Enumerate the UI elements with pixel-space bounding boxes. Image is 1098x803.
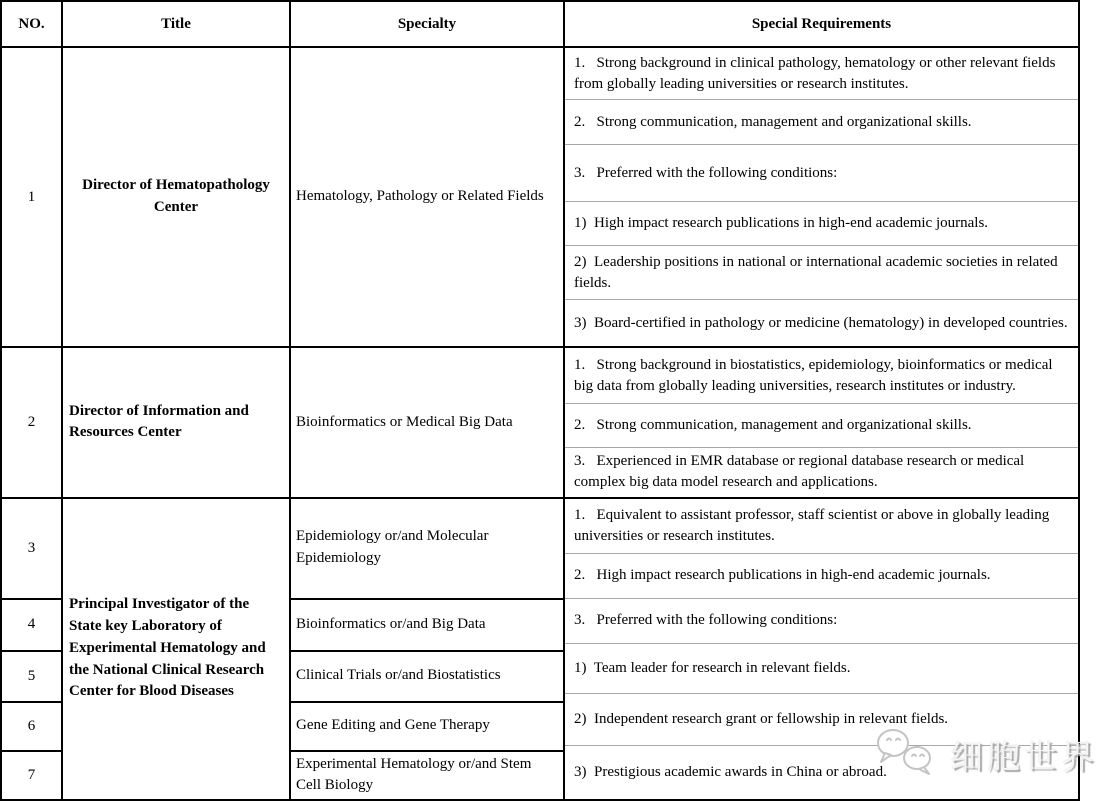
header-no: NO. bbox=[18, 15, 45, 32]
requirement-item: 1. Equivalent to assistant professor, staff scientist or above in globally leading universities or research institutes. bbox=[574, 506, 1054, 544]
header-special-requirements: Special Requirements bbox=[563, 2, 1078, 46]
requirement-item: 3) Prestigious academic awards in China or abroad. bbox=[565, 745, 1078, 800]
requirements-cell bbox=[563, 348, 1078, 496]
requirement-item: 2) Independent research grant or fellowship in relevant fields. bbox=[565, 693, 1078, 745]
no-cell: 7 bbox=[2, 750, 61, 800]
specialty-cell: Bioinformatics or Medical Big Data bbox=[289, 348, 563, 496]
no-cell: 2 bbox=[27, 413, 36, 430]
requirement-item: 3. Preferred with the following conditions: bbox=[565, 598, 1078, 643]
requirement-item: 1) High impact research publications in high-end academic journals. bbox=[565, 201, 1078, 245]
requirement-item: 2. High impact research publications in high-end academic journals. bbox=[565, 553, 1078, 598]
requirement-item: 3. Preferred with the following conditions: bbox=[565, 144, 1078, 201]
requirement-item: 1. Strong background in biostatistics, epidemiology, bioinformatics or medical big data from globally leading universities, research institutes or industry. bbox=[574, 356, 1057, 394]
header-specialty: Specialty bbox=[289, 2, 563, 46]
no-cell: 6 bbox=[2, 701, 61, 750]
specialty-cell: Epidemiology or/and Molecular Epidemiology bbox=[296, 528, 489, 566]
table-header-row bbox=[2, 2, 1078, 48]
table-rows-3-to-7 bbox=[2, 499, 1078, 800]
specialty-cell: Experimental Hematology or/and Stem Cell Biology bbox=[291, 750, 563, 800]
requirement-item: 2. Strong communication, management and organizational skills. bbox=[565, 99, 1078, 144]
no-cell: 3 bbox=[27, 539, 36, 556]
specialty-cell: Clinical Trials or/and Biostatistics bbox=[291, 650, 563, 701]
specialty-cell: Hematology, Pathology or Related Fields bbox=[289, 48, 563, 346]
table-row-1 bbox=[2, 48, 1078, 348]
no-cell: 5 bbox=[2, 650, 61, 701]
no-cell: 4 bbox=[2, 598, 61, 650]
requirement-item: 3. Experienced in EMR database or regional database research or medical complex big data model research and applications. bbox=[565, 447, 1078, 496]
requirement-item: 1. Strong background in clinical pathology, hematology or other relevant fields from globally leading universities or research institutes. bbox=[574, 54, 1060, 92]
no-column bbox=[2, 499, 61, 800]
no-cell: 1 bbox=[27, 188, 36, 205]
specialty-cell: Gene Editing and Gene Therapy bbox=[291, 701, 563, 750]
title-cell: Director of Hematopathology Center bbox=[61, 48, 289, 346]
table-row-2 bbox=[2, 348, 1078, 498]
requirement-item: 3) Board-certified in pathology or medicine (hematology) in developed countries. bbox=[565, 299, 1078, 346]
requirements-cell bbox=[563, 48, 1078, 346]
requirement-item: 2) Leadership positions in national or international academic societies in related fields. bbox=[565, 245, 1078, 299]
title-cell: Director of Information and Resources Center bbox=[61, 348, 289, 496]
requirement-item: 1) Team leader for research in relevant fields. bbox=[565, 643, 1078, 693]
requirement-item: 2. Strong communication, management and organizational skills. bbox=[565, 403, 1078, 447]
specialty-column bbox=[289, 499, 563, 800]
header-title: Title bbox=[61, 2, 289, 46]
requirements-cell bbox=[563, 499, 1078, 800]
title-cell: Principal Investigator of the State key Laboratory of Experimental Hematology and the National Clinical Research Center for Blood Diseases bbox=[61, 499, 289, 800]
watermark-text: 细胞世界 bbox=[950, 737, 1098, 776]
specialty-cell: Bioinformatics or/and Big Data bbox=[291, 598, 563, 650]
